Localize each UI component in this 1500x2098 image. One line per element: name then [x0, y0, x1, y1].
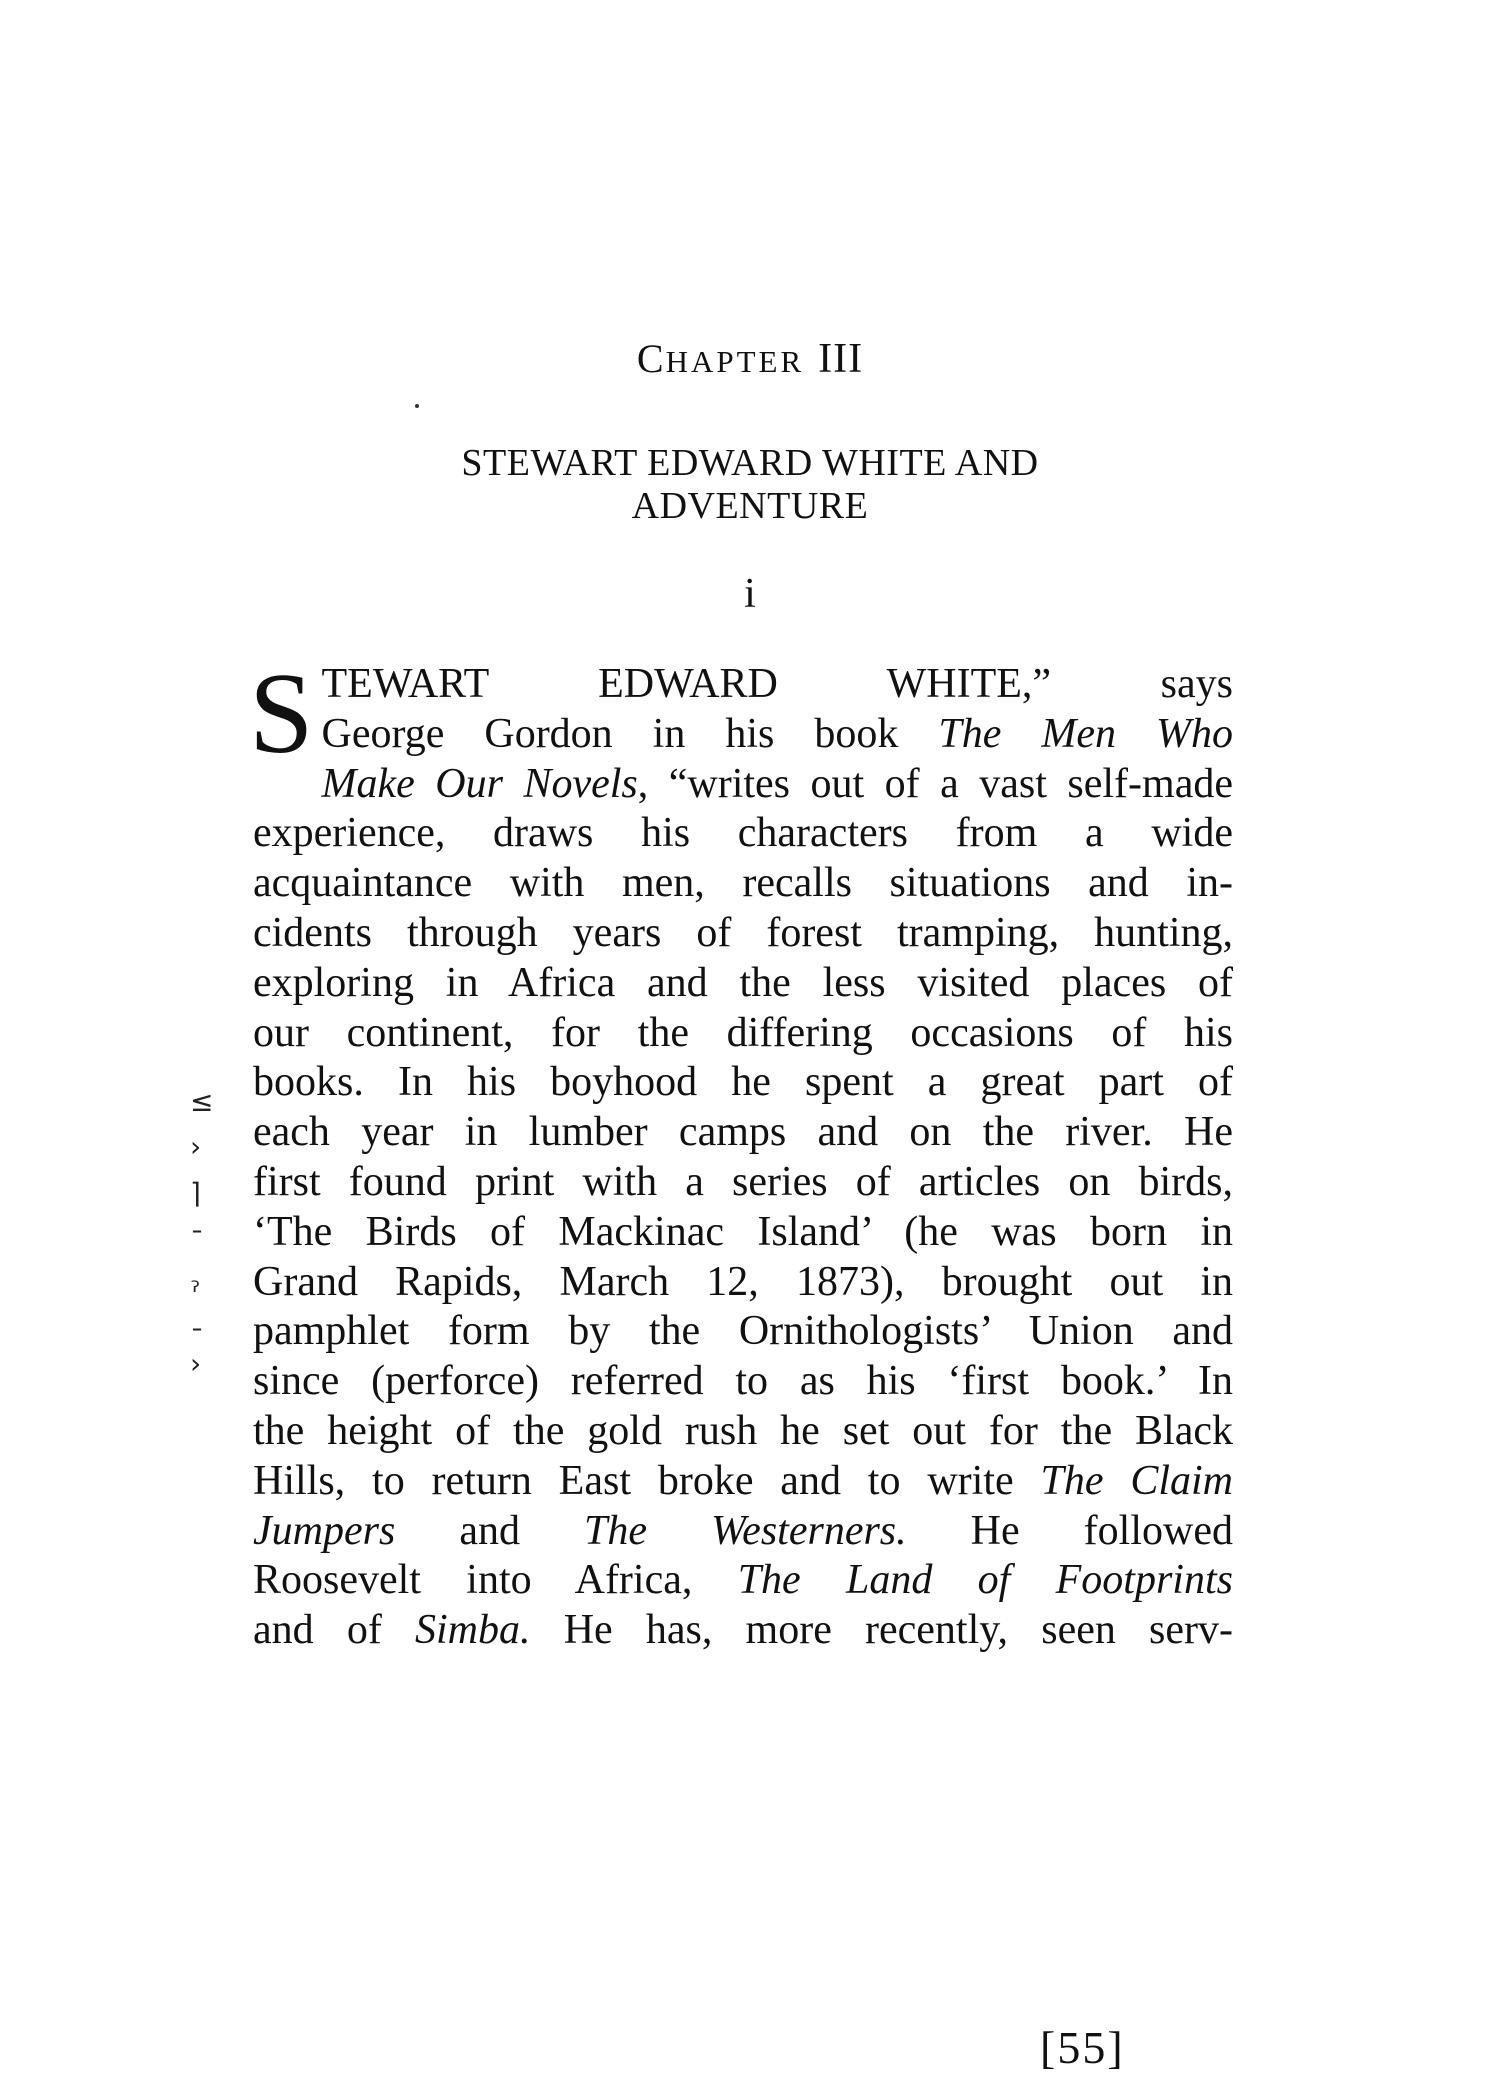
text-line: our continent, for the differing occasions of his [253, 1009, 1233, 1056]
chapter-label-rest: HAPTER [665, 344, 805, 379]
chapter-label [0, 338, 1500, 380]
text-line: Grand Rapids, March 12, 1873), brought out in [253, 1258, 1233, 1305]
book-title: The Claim [1040, 1457, 1234, 1504]
chapter-label-initial: C [636, 336, 666, 381]
text-line [253, 1507, 1233, 1557]
text-line: experience, draws his characters from a wide [253, 810, 1233, 857]
text-line: first found print with a series of articles on birds, [253, 1158, 1233, 1205]
text-segment: and [395, 1507, 585, 1554]
text-line: cidents through years of forest tramping, hunting, [253, 909, 1233, 956]
body-text [249, 650, 1234, 1656]
chapter-title [0, 442, 1500, 528]
stray-print-dot [415, 404, 419, 408]
chapter-title-line-2: ADVENTURE [631, 485, 869, 527]
margin-mark: ˉ [190, 1323, 204, 1356]
section-numeral: i [744, 571, 756, 617]
opening-paragraph [249, 650, 1234, 778]
text-line: ‘The Birds of Mackinac Island’ (he was born in [253, 1208, 1233, 1255]
text-segment: He has, more recently, seen serv- [563, 1607, 1233, 1654]
text-segment: and of [253, 1607, 382, 1654]
margin-mark: ⌉ [190, 1177, 201, 1210]
margin-mark: ≤ [190, 1085, 214, 1118]
text-line: books. In his boyhood he spent a great part of [253, 1059, 1233, 1106]
text-segment: , “writes out of a vast self-made [637, 760, 1233, 807]
book-title: The Westerners. [584, 1507, 907, 1554]
book-title: Jumpers [253, 1507, 396, 1554]
text-line: exploring in Africa and the less visited places of [253, 959, 1233, 1006]
text-line [253, 710, 1233, 760]
text-line: acquaintance with men, recalls situations and in- [253, 860, 1233, 907]
text-segment [531, 1607, 564, 1653]
book-title: The Land of Footprints [737, 1557, 1233, 1604]
text-line: since (perforce) referred to as his ‘first book.’ In [253, 1358, 1233, 1405]
text-line [253, 1606, 1233, 1656]
text-line: the height of the gold rush he set out for the Black [253, 1407, 1233, 1454]
text-line [253, 1457, 1233, 1507]
book-title: Make Our Novels [321, 760, 638, 807]
drop-cap: S [249, 650, 314, 778]
book-title: Simba. [415, 1607, 531, 1654]
text-segment: Hills, to return East broke and to write [253, 1457, 1014, 1504]
text-line [253, 1556, 1233, 1606]
margin-mark: › [190, 1347, 202, 1380]
page-number: [55] [1040, 2022, 1125, 2073]
text-line: pamphlet form by the Ornithologists’ Union and [253, 1308, 1233, 1355]
chapter-number: III [818, 336, 864, 382]
text-line: TEWART EDWARD WHITE,” says [321, 661, 1233, 707]
text-segment: He followed [906, 1507, 1233, 1554]
book-title: The Men Who [938, 710, 1234, 757]
chapter-title-line-1: STEWART EDWARD WHITE AND [461, 442, 1039, 484]
margin-mark: ˉ [190, 1225, 204, 1258]
text-line [253, 760, 1233, 810]
margin-mark: ˀ [190, 1275, 201, 1308]
text-segment: Roosevelt into Africa, [253, 1557, 693, 1604]
margin-mark: › [190, 1130, 202, 1163]
text-line: each year in lumber camps and on the river. He [253, 1109, 1233, 1156]
text-segment: George Gordon in his book [321, 710, 899, 757]
